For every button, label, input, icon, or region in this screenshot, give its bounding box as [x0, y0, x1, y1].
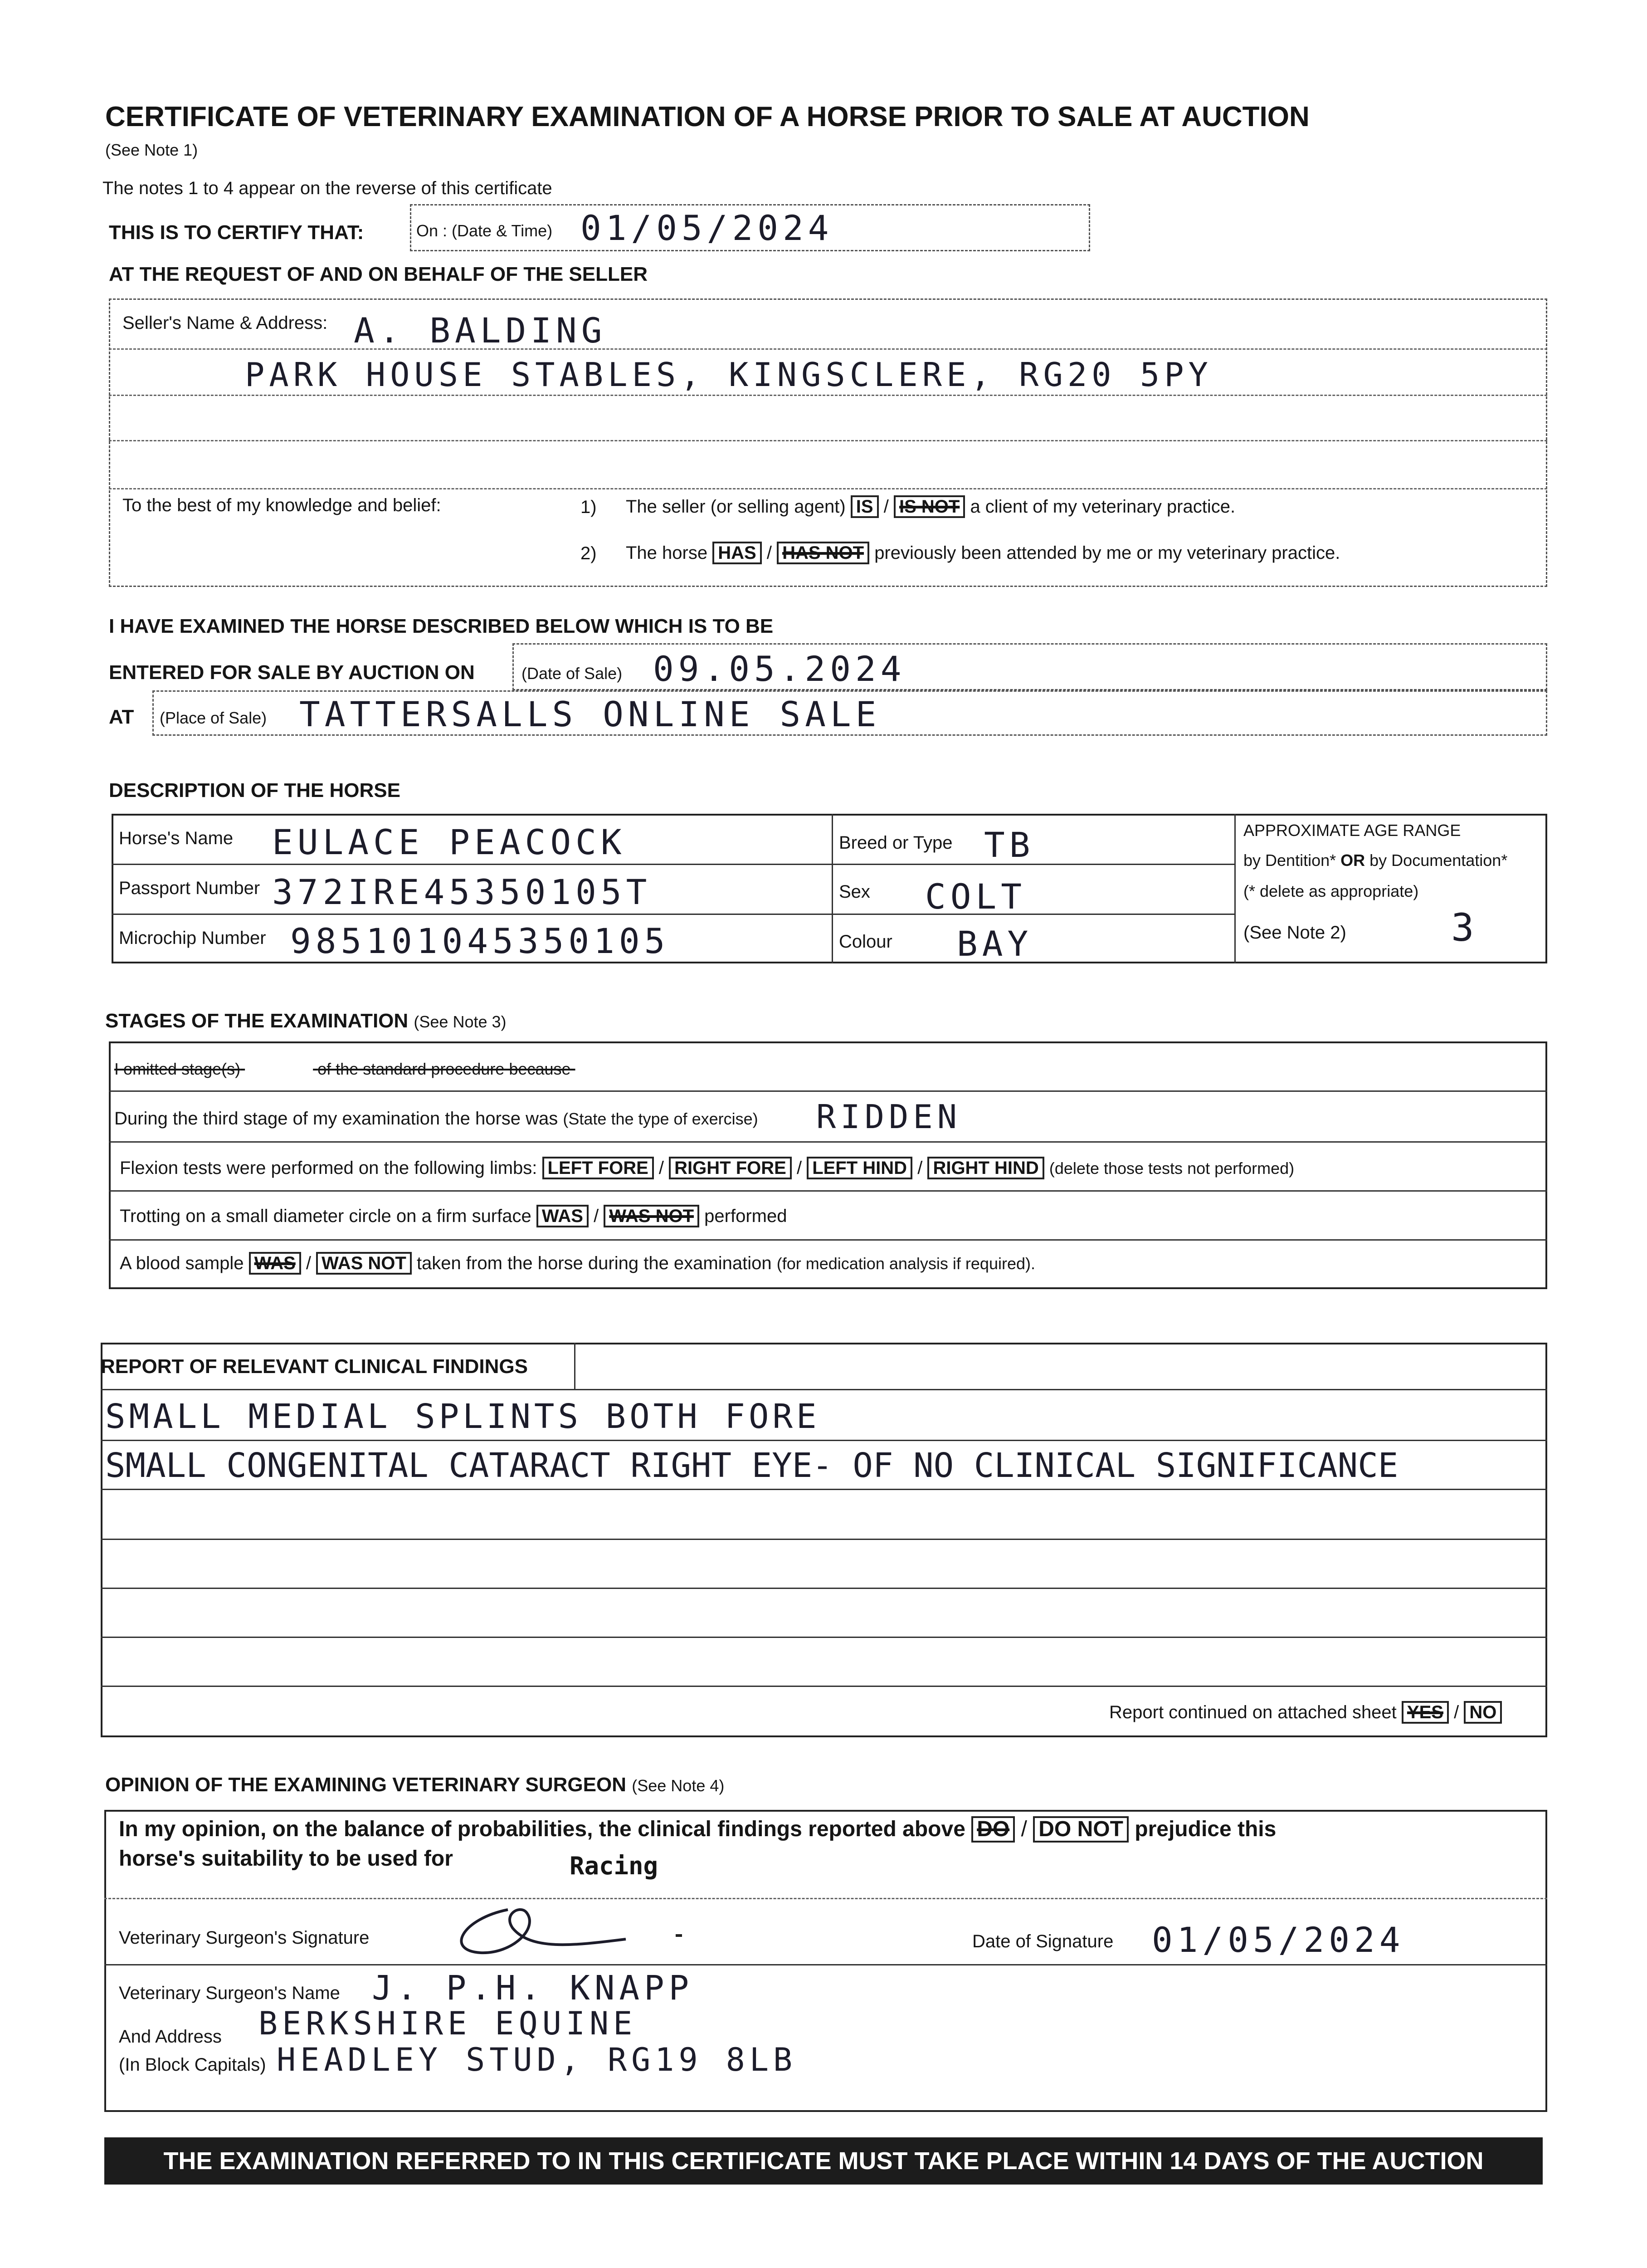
- opinion-line: [104, 1898, 1547, 1899]
- stages-heading: STAGES OF THE EXAMINATION: [105, 1010, 409, 1032]
- sale-date-value: 09.05.2024: [653, 649, 906, 689]
- flexion-label: Flexion tests were performed on the following limbs:: [120, 1158, 537, 1178]
- on-date-label: On : (Date & Time): [416, 221, 553, 240]
- flex-separator: /: [796, 1158, 802, 1178]
- flex-left-fore: LEFT FORE: [542, 1157, 654, 1179]
- microchip-value: 985101045350105: [290, 921, 670, 961]
- signature-dot: [676, 1934, 682, 1937]
- seller-address-value: PARK HOUSE STABLES, KINGSCLERE, RG20 5PY: [245, 356, 1213, 394]
- item2-suffix: previously been attended by me or my veterinary practice.: [874, 543, 1340, 563]
- seller-name-value: A. BALDING: [354, 310, 607, 351]
- blood-was-not: WAS NOT: [316, 1252, 412, 1275]
- report-line: [101, 1588, 1547, 1589]
- passport-value: 372IRE45350105T: [272, 872, 652, 912]
- item2-separator: /: [766, 543, 772, 563]
- item2-text: The horse: [626, 543, 708, 563]
- vet-name-label: Veterinary Surgeon's Name: [119, 1983, 340, 2003]
- passport-label: Passport Number: [119, 878, 260, 898]
- age-by-dentition: by Dentition*: [1243, 851, 1336, 870]
- opinion-heading: OPINION OF THE EXAMINING VETERINARY SURGEON: [105, 1774, 627, 1796]
- has-option: HAS: [712, 542, 761, 564]
- seller-line: [109, 488, 1547, 489]
- certify-label: THIS IS TO CERTIFY THAT:: [109, 221, 364, 244]
- has-not-option: HAS NOT: [777, 542, 869, 564]
- notes-reference: The notes 1 to 4 appear on the reverse of this certificate: [102, 178, 552, 198]
- opinion-see-note-4: (See Note 4): [632, 1776, 725, 1795]
- third-stage-note: (State the type of exercise): [563, 1110, 758, 1128]
- age-value: 3: [1451, 905, 1479, 950]
- report-line: [101, 1539, 1547, 1540]
- horse-attended-statement: [626, 542, 1340, 564]
- flex-right-fore: RIGHT FORE: [669, 1157, 792, 1179]
- vet-address-label: And Address: [119, 2027, 222, 2047]
- seller-line: [109, 348, 1547, 350]
- signature-label: Veterinary Surgeon's Signature: [119, 1928, 370, 1948]
- item2-number: 2): [580, 543, 597, 563]
- flex-separator: /: [917, 1158, 923, 1178]
- horse-name-value: EULACE PEACOCK: [272, 822, 626, 862]
- blood-separator: /: [306, 1253, 312, 1273]
- vet-address-line2: HEADLEY STUD, RG19 8LB: [277, 2041, 797, 2078]
- item1-text: The seller (or selling agent): [626, 497, 846, 517]
- date-of-signature-value: 01/05/2024: [1152, 1920, 1405, 1960]
- age-method: [1243, 851, 1507, 870]
- age-delete-note: (* delete as appropriate): [1243, 882, 1419, 900]
- footer-banner-text: THE EXAMINATION REFERRED TO IN THIS CERTIFICATE MUST TAKE PLACE WITHIN 14 DAYS OF THE AUCTION: [163, 2147, 1484, 2175]
- report-heading-divider: [574, 1343, 575, 1389]
- opinion-statement: [119, 1816, 1276, 1843]
- seller-client-statement: [626, 495, 1235, 518]
- opinion-do-not: DO NOT: [1033, 1816, 1129, 1843]
- sex-value: COLT: [925, 876, 1027, 917]
- examined-line2: ENTERED FOR SALE BY AUCTION ON: [109, 661, 475, 684]
- trotting-test: [120, 1205, 787, 1227]
- age-range-title: APPROXIMATE AGE RANGE: [1243, 821, 1461, 840]
- at-label: AT: [109, 706, 134, 728]
- description-heading: DESCRIPTION OF THE HORSE: [109, 779, 400, 802]
- report-heading: REPORT OF RELEVANT CLINICAL FINDINGS: [101, 1355, 528, 1378]
- item1-number: 1): [580, 497, 597, 517]
- trot-was: WAS: [536, 1205, 589, 1227]
- blood-sample: [120, 1252, 1035, 1275]
- description-row-line: [112, 864, 1234, 865]
- vet-name-value: J. P.H. KNAPP: [372, 1969, 694, 2008]
- on-date-value: 01/05/2024: [580, 208, 833, 248]
- vet-address-line1: BERKSHIRE EQUINE: [258, 2005, 637, 2042]
- report-line: [101, 1637, 1547, 1638]
- trot-was-not: WAS NOT: [604, 1205, 699, 1227]
- third-stage-value: RIDDEN: [816, 1098, 962, 1136]
- sex-label: Sex: [839, 882, 870, 902]
- stages-heading-line: [105, 1010, 507, 1032]
- opinion-line: [104, 1964, 1547, 1965]
- flex-note: (delete those tests not performed): [1049, 1159, 1295, 1178]
- report-continued-label: Report continued on attached sheet: [1109, 1702, 1397, 1722]
- is-option: IS: [851, 495, 879, 518]
- finding-line-1: SMALL MEDIAL SPLINTS BOTH FORE: [105, 1397, 820, 1436]
- seller-name-label: Seller's Name & Address:: [122, 313, 328, 333]
- description-divider: [1234, 814, 1236, 963]
- report-continued: [1109, 1701, 1502, 1724]
- date-of-signature-label: Date of Signature: [972, 1931, 1114, 1951]
- blood-suffix: taken from the horse during the examination: [416, 1253, 772, 1273]
- sale-place-label: (Place of Sale): [160, 709, 267, 727]
- report-line: [101, 1389, 1547, 1390]
- description-row-line: [112, 914, 1234, 915]
- item1-separator: /: [883, 497, 889, 517]
- age-by-documentation: by Documentation*: [1369, 851, 1508, 870]
- certificate-title: CERTIFICATE OF VETERINARY EXAMINATION OF A HORSE PRIOR TO SALE AT AUCTION: [105, 101, 1310, 132]
- flex-left-hind: LEFT HIND: [807, 1157, 912, 1179]
- seller-line: [109, 440, 1547, 441]
- purpose-value: Racing: [570, 1852, 658, 1880]
- trot-label: Trotting on a small diameter circle on a firm surface: [120, 1206, 531, 1226]
- report-line: [101, 1489, 1547, 1490]
- vet-address-block-capitals: (In Block Capitals): [119, 2055, 266, 2075]
- breed-value: TB: [984, 825, 1035, 865]
- knowledge-label: To the best of my knowledge and belief:: [122, 495, 441, 515]
- description-divider: [832, 814, 833, 963]
- finding-line-2: SMALL CONGENITAL CATARACT RIGHT EYE- OF NO CLINICAL SIGNIFICANCE: [105, 1446, 1398, 1485]
- stages-row-line: [109, 1190, 1547, 1192]
- stages-row-line: [109, 1239, 1547, 1241]
- stages-row-line: [109, 1090, 1547, 1092]
- sale-date-label: (Date of Sale): [521, 664, 623, 683]
- blood-was: WAS: [249, 1252, 301, 1275]
- report-line: [101, 1440, 1547, 1441]
- breed-label: Breed or Type: [839, 833, 953, 853]
- opinion-text-end: prejudice this: [1135, 1817, 1277, 1841]
- microchip-label: Microchip Number: [119, 928, 266, 948]
- footer-banner: [104, 2137, 1543, 2185]
- seller-line: [109, 395, 1547, 396]
- is-not-option: IS NOT: [894, 495, 965, 518]
- third-stage-label: During the third stage of my examination the horse was: [114, 1109, 558, 1129]
- trot-suffix: performed: [704, 1206, 787, 1226]
- blood-note: (for medication analysis if required).: [776, 1254, 1035, 1273]
- opinion-do: DO: [971, 1816, 1015, 1843]
- third-stage-text: [114, 1109, 758, 1129]
- continued-separator: /: [1454, 1702, 1459, 1722]
- flex-right-hind: RIGHT HIND: [927, 1157, 1044, 1179]
- examined-line1: I HAVE EXAMINED THE HORSE DESCRIBED BELOW WHICH IS TO BE: [109, 615, 774, 637]
- stages-see-note-3: (See Note 3): [414, 1012, 507, 1031]
- horse-name-label: Horse's Name: [119, 828, 234, 848]
- flex-separator: /: [658, 1158, 664, 1178]
- opinion-heading-line: [105, 1774, 724, 1796]
- colour-value: BAY: [957, 924, 1033, 964]
- trot-separator: /: [594, 1206, 599, 1226]
- stages-row-line: [109, 1141, 1547, 1143]
- item1-suffix: a client of my veterinary practice.: [970, 497, 1236, 517]
- age-or: OR: [1340, 851, 1365, 870]
- continued-no: NO: [1464, 1701, 1502, 1724]
- omitted-stages-text: [114, 1060, 625, 1079]
- age-see-note-2: (See Note 2): [1243, 923, 1346, 943]
- sale-place-value: TATTERSALLS ONLINE SALE: [299, 694, 881, 734]
- flexion-tests: [120, 1157, 1294, 1179]
- continued-yes: YES: [1402, 1701, 1449, 1724]
- omitted-stages-b: of the standard procedure because: [317, 1060, 571, 1078]
- opinion-line2: horse's suitability to be used for: [119, 1847, 453, 1871]
- colour-label: Colour: [839, 932, 892, 952]
- seller-request-label: AT THE REQUEST OF AND ON BEHALF OF THE SELLER: [109, 263, 648, 285]
- vet-signature: [435, 1901, 644, 1960]
- omitted-stages-a: I omitted stage(s): [114, 1060, 241, 1078]
- blood-label: A blood sample: [120, 1253, 244, 1273]
- opinion-text: In my opinion, on the balance of probabilities, the clinical findings reported above: [119, 1817, 965, 1841]
- report-line: [101, 1686, 1547, 1687]
- see-note-1: (See Note 1): [105, 141, 198, 159]
- opinion-separator: /: [1021, 1817, 1027, 1841]
